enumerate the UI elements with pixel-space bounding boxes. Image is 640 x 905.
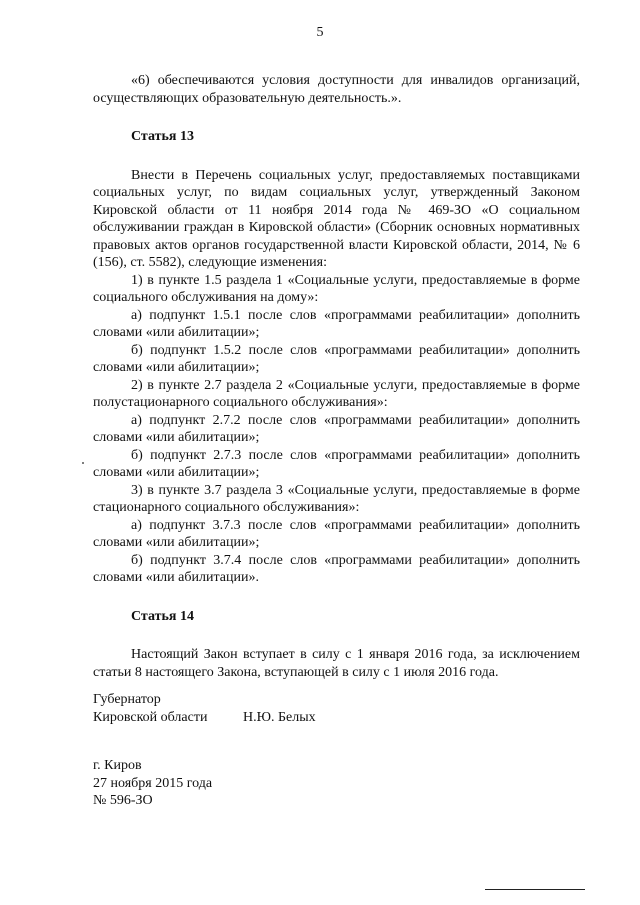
adoption-date: 27 ноября 2015 года [93,775,213,791]
law-number: № 596-ЗО [93,793,153,808]
article12-closing-paragraph: «6) обеспечиваются условия доступности для инвалидов организаций, осуществляющих образовательную деятельность.». [93,73,580,106]
signatory-position-line2: Кировской области [93,709,208,725]
article13-title: Статья 13 [131,129,194,144]
article13-item: а) подпункт 1.5.1 после слов «программами реабилитации» дополнить словами «или абилитации»; [93,307,580,340]
signatory-name: Н.Ю. Белых [243,709,316,725]
article13-item: б) подпункт 2.7.3 после слов «программами реабилитации» дополнить словами «или абилитации»; [93,447,580,480]
article14-text: Настоящий Закон вступает в силу с 1 января 2016 года, за исключением статьи 8 настоящего Закона, вступающей в силу с 1 июля 2016 года. [93,647,580,680]
page-number: 5 [316,25,324,40]
document-body [93,72,580,681]
article13-item: б) подпункт 3.7.4 после слов «программами реабилитации» дополнить словами «или абилитации». [93,552,580,585]
article13-item: б) подпункт 1.5.2 после слов «программами реабилитации» дополнить словами «или абилитации»; [93,342,580,375]
article13-intro: Внести в Перечень социальных услуг, предоставляемых поставщиками социальных услуг, по видам социальных услуг, утвержденный Законом Кировской области от 11 ноября 2014 года № 469-ЗО «О социальном обслуживании граждан в Кировской области» (Сборник основных нормативных правовых актов органов государственной власти Кировской области, 2014, № 6 (156), ст. 5582), следующие изменения: [93,167,580,270]
scan-speck [82,462,84,464]
signature-block [93,691,316,726]
bottom-rule [485,889,585,890]
place-date-block [93,757,212,810]
article13-item: 3) в пункте 3.7 раздела 3 «Социальные услуги, предоставляемые в форме стационарного социального обслуживания»: [93,482,580,515]
article13-item: 1) в пункте 1.5 раздела 1 «Социальные услуги, предоставляемые в форме социального обслуживания на дому»: [93,272,580,305]
article13-item: а) подпункт 3.7.3 после слов «программами реабилитации» дополнить словами «или абилитации»; [93,517,580,550]
article13-item: а) подпункт 2.7.2 после слов «программами реабилитации» дополнить словами «или абилитации»; [93,412,580,445]
city: г. Киров [93,758,142,773]
article13-item: 2) в пункте 2.7 раздела 2 «Социальные услуги, предоставляемые в форме полустационарного социального обслуживания»: [93,377,580,410]
article14-title: Статья 14 [131,608,194,624]
signatory-position-line1: Губернатор [93,692,161,707]
